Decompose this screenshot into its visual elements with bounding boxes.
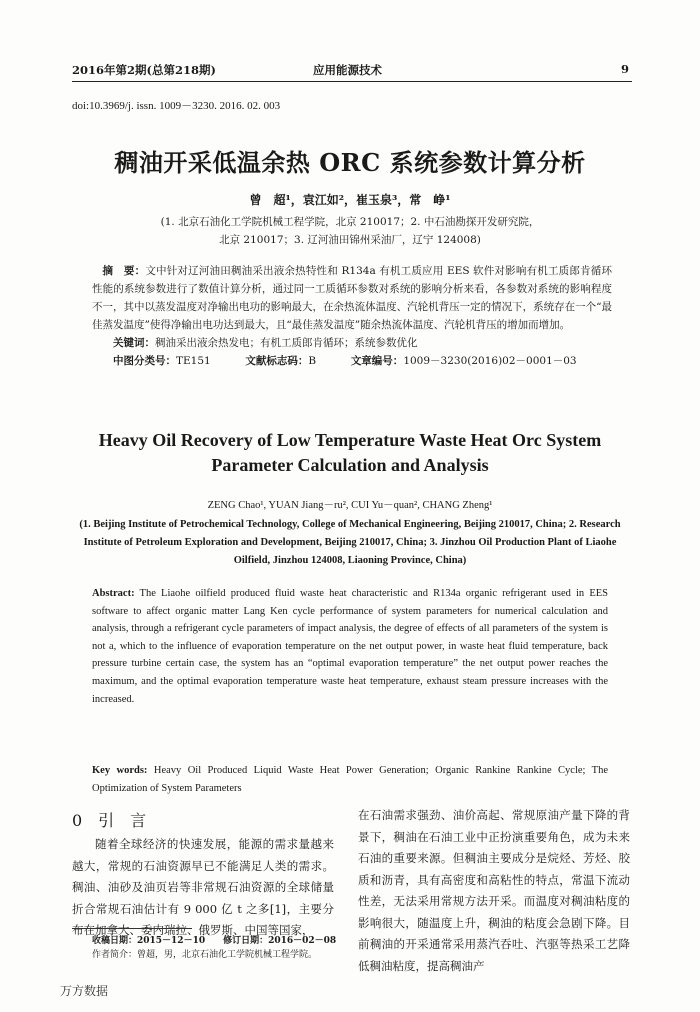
en-abstract-label: Abstract: <box>92 588 135 599</box>
article-no-label: 文章编号： <box>350 355 404 367</box>
en-authors: ZENG Chao¹, YUAN Jiang－ru², CUI Yu－quan², CHANG Zheng¹ <box>207 500 493 511</box>
body-paragraph: 随着全球经济的快速发展，能源的需求量越来越大，常规的石油资源早已不能满足人类的需求。稠油、油砂及油页岩等非常规石油资源的全球储量折合常规石油估计有 9 000 亿 t 之多[1]，主要分布在加拿大、委内瑞拉、俄罗斯、中国等国家， <box>72 837 334 937</box>
en-abstract <box>92 585 608 708</box>
en-keywords-text: Heavy Oil Produced Liquid Waste Heat Power Generation; Organic Rankine Rankine Cycle; The Optimization of System Parameters <box>92 765 609 794</box>
clc-label: 中图分类号： <box>113 355 176 367</box>
clc-value: TE151 <box>176 355 211 367</box>
doc-code-value: B <box>308 355 317 367</box>
footnote-author: 作者简介：曾超，男，北京石油化工学院机械工程学院。 <box>92 950 318 960</box>
article-no-value: 1009－3230(2016)02－0001－03 <box>403 355 577 367</box>
body-right-column <box>358 805 630 977</box>
footnote-dates: 收稿日期：2015－12－10 修订日期：2016－02－08 <box>92 936 337 946</box>
doi: doi:10.3969/j. issn. 1009－3230. 2016. 02. 003 <box>72 100 281 112</box>
footnote-rule <box>72 928 192 929</box>
zh-keywords-label: 关键词： <box>113 337 155 349</box>
zh-affiliation-line: 北京 210017；3. 辽河油田锦州采油厂，辽宁 124008) <box>219 234 481 246</box>
zh-abstract-block <box>92 262 612 370</box>
page-number: 9 <box>621 62 630 76</box>
en-keywords <box>92 762 608 797</box>
zh-keywords: 稠油采出液余热发电；有机工质郎肯循环；系统参数优化 <box>155 337 418 349</box>
doc-code-label: 文献标志码： <box>245 355 309 367</box>
zh-title: 稠油开采低温余热 ORC 系统参数计算分析 <box>114 148 586 177</box>
en-title <box>50 428 650 478</box>
zh-abstract-text: 文中针对辽河油田稠油采出液余热特性和 R134a 有机工质应用 EES 软件对影响有机工质郎肯循环性能的系统参数进行了数值计算分析，通过同一工质循环参数对系统的影响分析来看，各参数对系统的影响程度不一，其中以蒸发温度对净输出电功的影响最大，在余热流体温度、汽轮机背压一定的情况下，系统存在一个“最佳蒸发温度”使得净输出电功达到最大，且“最佳蒸发温度”随余热流体温度、汽轮机背压的增加而增加。 <box>92 265 612 331</box>
body-paragraph: 在石油需求强劲、油价高起、常规原油产量下降的背景下，稠油在石油工业中正扮演重要角色，成为未来石油的重要来源。但稠油主要成分是烷烃、芳烃、胶质和沥青，具有高密度和高粘性的特点，常温下流动性差，无法采用常规方法开采。而温度对稠油粘度的影响很大，随温度上升，稠油的粘度会急剧下降。目前稠油的开采通常采用蒸汽吞吐、汽驱等热采工艺降低稠油粘度，提高稠油产 <box>358 808 630 973</box>
en-title-line: Heavy Oil Recovery of Low Temperature Waste Heat Orc System <box>98 430 602 450</box>
body-left-column <box>72 834 334 942</box>
zh-affiliation-line: (1. 北京石油化工学院机械工程学院，北京 210017；2. 中石油勘探开发研究院， <box>160 216 540 228</box>
zh-authors: 曾 超¹，袁江如²，崔玉泉³，常 峥¹ <box>249 193 451 207</box>
en-title-line: Parameter Calculation and Analysis <box>211 455 489 475</box>
zh-abstract-label: 摘 要： <box>102 265 146 277</box>
en-keywords-label: Key words: <box>92 765 148 776</box>
journal-name: 应用能源技术 <box>313 63 382 77</box>
header-rule <box>72 81 632 82</box>
en-abstract-text: The Liaohe oilfield produced fluid waste heat characteristic and R134a organic refrigerant used in EES software to affect organic matter Lang Ken cycle performance of system parameters for numerical calculation and analysis, through a refrigerant cycle parameters of impact analysis, the degree of effects of all parameters of the system is not a, which to the influence of evaporation temperature on the net output power, in waste heat fluid temperature, back pressure turbine certain case, the system has an “optimal evaporation temperature” the net output power reaches the maximum, and the optimal evaporation temperature waste heat temperature, exhaust steam pressure increases with the increased. <box>92 588 608 705</box>
en-affiliations: (1. Beijing Institute of Petrochemical Technology, College of Mechanical Engineering, Beijing 210017, China; 2. Research Institute of Petroleum Exploration and Development, Beijing 210017, China; 3. Jinzhou Oil Production Plant of Liaohe Oilfield, Jinzhou 124008, Liaoning Province, China) <box>79 519 621 566</box>
zh-affiliations <box>50 213 650 249</box>
footnote <box>92 934 342 962</box>
section-heading: 0 引 言 <box>72 811 147 830</box>
watermark: 万方数据 <box>60 984 109 998</box>
journal-issue: 2016年第2期(总第218期) <box>72 63 216 77</box>
